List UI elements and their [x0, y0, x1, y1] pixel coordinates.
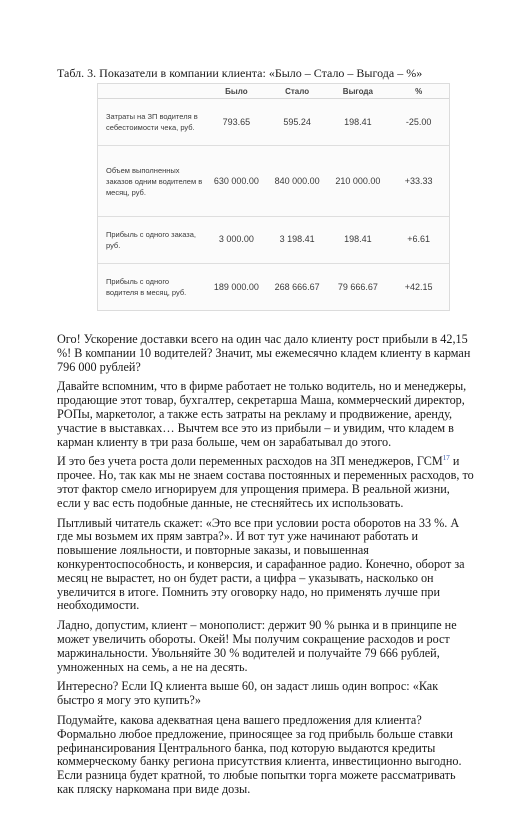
cell-after: 3 198.41 [267, 216, 328, 263]
cell-benefit: 79 666.67 [337, 281, 378, 292]
footnote-link[interactable]: 17 [442, 454, 450, 463]
paragraph: Ладно, допустим, клиент – монополист: держит 90 % рынка и в принципе не может увеличить обороты. Окей! Мы получим сокращение расходов и рост маржинальности. Увольняйте 30 % водителей и получайте 79 666 рублей, умноженных на семь, а не на десять. [57, 618, 457, 674]
cell-after: 268 666.67 [274, 281, 320, 292]
header-cell-before: Было [206, 84, 267, 99]
body-text [57, 333, 475, 803]
cell-benefit: 210 000.00 [328, 146, 389, 216]
row-label: Объем выполненных заказов одним водителем в месяц, руб. [98, 146, 206, 216]
paragraph: Подумайте, какова адекватная цена вашего предложения для клиента? Формально любое предложение, приносящее за год прибыль больше ставки рефинансирования Центрального банка, под которую выдаются кредиты коммерческому банку региона присутствия клиента, инвестиционно выгодно. Если разница будет кратной, то любые попытки торга можете рассматривать как пляску наркомана при виде дозы. [57, 712, 462, 796]
row-label: Прибыль с одного водителя в месяц, руб. [106, 277, 187, 298]
cell-before: 189 000.00 [213, 281, 259, 292]
table-row [98, 99, 449, 146]
paragraph: Ого! Ускорение доставки всего на один час дало клиенту рост прибыли в 42,15 %! В компании 10 водителей? Значит, мы ежемесячно кладем клиенту в карман 796 000 рублей? [57, 332, 471, 374]
header-cell-benefit: Выгода [328, 84, 389, 99]
cell-percent: +42.15 [404, 281, 433, 292]
table-header-row [98, 84, 449, 99]
cell-before: 793.65 [206, 99, 267, 146]
indicators-table [97, 83, 450, 311]
paragraph: Пытливый читатель скажет: «Это все при условии роста оборотов на 33 %. А где мы возьмем их прям завтра?». И вот тут уже начинают работать и повышение лояльности, и повторные заказы, и повышенная конкурентоспособность, и конверсия, и сарафанное радио. Конечно, оборот за месяц не вырастет, но он будет расти, а цифра – указывать, насколько он увеличится в итоге. Помнить эту оговорку надо, но применять лучше при необходимости. [57, 515, 465, 613]
paragraph-text: И это без учета роста доли переменных расходов на ЗП менеджеров, ГСМ [57, 454, 443, 469]
cell-percent: -25.00 [388, 99, 449, 146]
row-label: Прибыль с одного заказа, руб. [98, 216, 206, 263]
cell-after: 595.24 [267, 99, 328, 146]
cell-benefit: 198.41 [328, 99, 389, 146]
table-row [98, 216, 449, 263]
cell-percent: +33.33 [388, 146, 449, 216]
table-caption: Табл. 3. Показатели в компании клиента: «Было – Стало – Выгода – %» [57, 66, 423, 80]
paragraph [57, 455, 475, 510]
paragraph: Давайте вспомним, что в фирме работает не только водитель, но и менеджеры, продающие этот товар, бухгалтер, секретарша Маша, коммерческий директор, РОПы, маркетолог, а также есть затраты на рекламу и продвижение, аренду, участие в выставках… Вычтем все это из прибыли – и увидим, что кладем в карман клиенту в три раза больше, чем он зарабатывал до этого. [57, 379, 467, 449]
table-row [98, 264, 449, 310]
paragraph-text: и прочее. Но, так как мы не знаем состава постоянных и переменных расходов, то этот фактор смело игнорируем для упрощения примера. В реальной жизни, если у вас есть подобные данные, не стесняйтесь их использовать. [57, 454, 474, 510]
table-row [98, 146, 449, 216]
cell-percent: +6.61 [388, 216, 449, 263]
row-label: Затраты на ЗП водителя в себестоимости чека, руб. [98, 99, 206, 146]
cell-after: 840 000.00 [267, 146, 328, 216]
indicators-table-grid [98, 84, 449, 310]
paragraph: Интересно? Если IQ клиента выше 60, он задаст лишь один вопрос: «Как быстро я могу это купить?» [57, 679, 439, 708]
cell-before: 630 000.00 [206, 146, 267, 216]
header-cell-empty [98, 84, 206, 99]
cell-before: 3 000.00 [206, 216, 267, 263]
header-cell-after: Стало [267, 84, 328, 99]
cell-benefit: 198.41 [328, 216, 389, 263]
header-cell-percent: % [388, 84, 449, 99]
